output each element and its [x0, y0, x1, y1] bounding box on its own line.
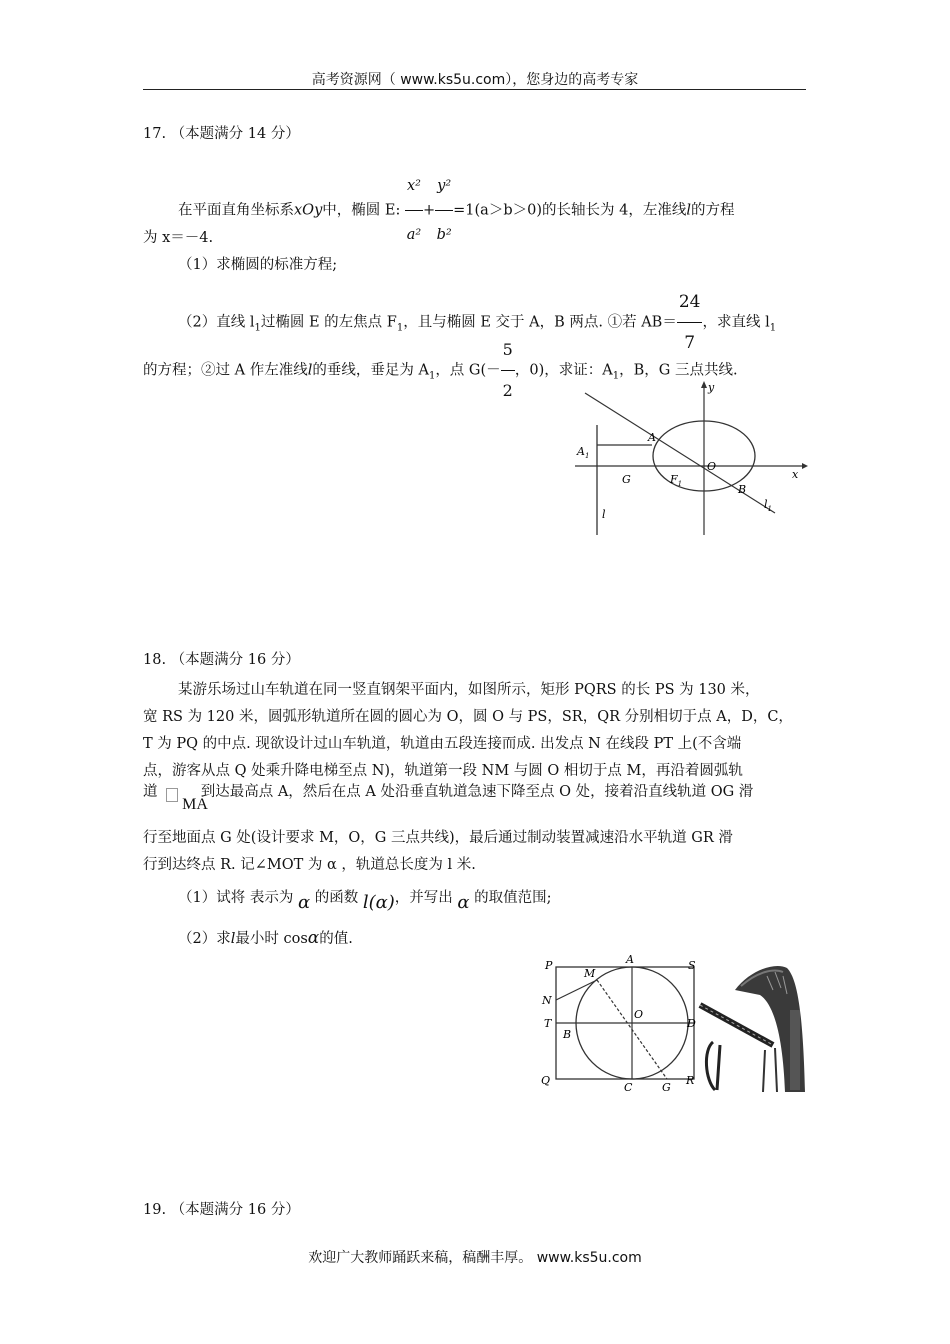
q18-part1: [178, 880, 552, 915]
q18-para-line7: 行到达终点 R. 记∠MOT 为 α ，轨道总长度为 l 米.: [143, 857, 476, 873]
label-p: P: [545, 959, 553, 972]
function-l-alpha: l(α): [362, 892, 395, 913]
x-axis-arrow: [802, 463, 808, 469]
q18-figure: [535, 950, 810, 1095]
q18-part2: （2）求l最小时 cosα的值.: [178, 928, 353, 948]
label-a1: $A_1$: [577, 445, 590, 460]
q18-para-line3: T 为 PQ 的中点. 现欲设计过山车轨道，轨道由五段连接而成. 出发点 N 在线段 PT 上(不含端: [143, 736, 742, 752]
frac-num: x²: [405, 162, 423, 211]
label-x: x: [792, 468, 799, 481]
frac-num: 24: [677, 282, 703, 323]
label-m: M: [584, 967, 596, 980]
frac-den: 2: [502, 381, 513, 400]
q18-number: 18.: [143, 652, 167, 668]
q18-text: 最小时 cos: [235, 931, 308, 947]
page-header: 高考资源网（ www.ks5u.com），您身边的高考专家: [311, 72, 639, 88]
q17-text: 在平面直角坐标系: [178, 202, 294, 219]
q18-score: （本题满分 16 分）: [170, 652, 300, 668]
q17-text: ，B，G 三点共线.: [619, 362, 738, 379]
label-c: C: [624, 1081, 633, 1094]
label-b: B: [563, 1028, 572, 1041]
q17-text: ，点 G(－: [435, 362, 501, 379]
label-s: S: [688, 959, 696, 972]
q18-text: （1）试将: [178, 890, 246, 906]
q17-text: 中，椭圆 E:: [322, 202, 401, 219]
label-y: y: [708, 381, 715, 394]
alpha-symbol: α: [307, 928, 320, 948]
label-q: Q: [541, 1074, 551, 1087]
q19-heading: [143, 1200, 300, 1220]
q18-para-line5: [143, 782, 754, 813]
q17-plus: +: [422, 202, 436, 219]
q17-frac-g: [501, 330, 515, 411]
q17-line2: 为 x＝－4.: [143, 230, 214, 246]
arc-ma-label: MA: [182, 796, 208, 813]
header-rule: [143, 89, 806, 90]
q17-l: l: [686, 202, 691, 219]
frac-num: y²: [435, 162, 453, 211]
q18-text: 到达最高点 A，然后在点 A 处沿垂直轨道急速下降至点 O 处，接着沿直线轨道 OG 滑: [200, 784, 754, 800]
q17-heading: [143, 124, 300, 144]
label-o: O: [707, 460, 717, 473]
q17-score: （本题满分 14 分）: [170, 126, 300, 142]
frac-den: b²: [436, 227, 452, 243]
q17-text: ，且与椭圆 E 交于 A，B 两点. ①若 AB＝: [403, 314, 677, 331]
q17-text: ，0)，求证：A: [514, 362, 613, 379]
q18-text: 表示为: [249, 890, 294, 906]
q19-score: （本题满分 16 分）: [170, 1202, 300, 1218]
label-a: A: [626, 953, 634, 966]
sub: 1: [396, 322, 404, 334]
page-footer: 欢迎广大教师踊跃来稿，稿酬丰厚。 www.ks5u.com: [308, 1250, 642, 1266]
label-t: T: [544, 1017, 552, 1030]
label-d: D: [687, 1017, 696, 1030]
q18-text: 的函数: [314, 890, 359, 906]
arc-symbol-box: [166, 788, 178, 802]
q17-part1: （1）求椭圆的标准方程;: [178, 257, 338, 273]
label-f1: $F_1$: [670, 473, 683, 488]
sub: 1: [612, 370, 620, 382]
q19-number: 19.: [143, 1202, 167, 1218]
q18-text: （2）求: [178, 931, 231, 947]
frac-den: a²: [406, 227, 422, 243]
q18-para-line6: 行至地面点 G 处(设计要求 M，O，G 三点共线)，最后通过制动装置减速沿水平轨道 GR 滑: [143, 830, 733, 846]
label-o: O: [634, 1008, 644, 1021]
sub: 1: [254, 322, 261, 334]
q18-para-line4: 点，游客从点 Q 处乘升降电梯至点 N)，轨道第一段 NM 与圆 O 相切于点 M，再沿着圆弧轨: [143, 763, 743, 779]
q17-text: 的垂线，垂足为 A: [312, 362, 429, 379]
label-r: R: [686, 1074, 695, 1087]
q17-xoy: xOy: [294, 202, 323, 219]
sub: 1: [769, 322, 777, 334]
q17-frac-x: [405, 162, 423, 259]
alpha-symbol: α: [297, 892, 311, 913]
roller-coaster-photo: [700, 966, 805, 1092]
q17-text: (a＞b＞0)的长轴长为 4，左准线: [474, 202, 687, 219]
label-g: G: [622, 473, 631, 486]
label-l1: $l_1$: [764, 498, 772, 513]
q18-text: 的取值范围;: [474, 890, 552, 906]
label-g: G: [662, 1081, 671, 1094]
q18-heading: [143, 650, 300, 670]
q18-text: ，并写出: [394, 890, 453, 906]
q17-eq: =1: [453, 202, 475, 219]
label-l: l: [602, 508, 606, 521]
arc-ma: [162, 782, 208, 813]
alpha-symbol: α: [457, 892, 470, 913]
frac-den: 7: [684, 333, 696, 353]
label-a: A: [648, 431, 656, 444]
q17-text: （2）直线 l: [178, 314, 255, 331]
q18-para-line2: 宽 RS 为 120 米，圆弧形轨道所在圆的圆心为 O，圆 O 与 PS，SR，QR 分别相切于点 A，D，C，: [143, 709, 793, 725]
q18-para-line1: 某游乐场过山车轨道在同一竖直钢架平面内，如图所示，矩形 PQRS 的长 PS 为 130 米，: [178, 682, 760, 698]
label-n: N: [542, 994, 552, 1007]
label-b: B: [738, 483, 747, 496]
q17-text: ，求直线 l: [702, 314, 770, 331]
frac-num: 5: [501, 330, 515, 371]
sub: 1: [428, 370, 436, 382]
q17-line1: [178, 162, 734, 259]
q17-number: 17.: [143, 126, 167, 142]
q17-l: l: [307, 362, 313, 379]
q18-text: 道: [143, 784, 158, 800]
line-nm: [556, 980, 597, 1000]
q17-frac-y: [435, 162, 453, 259]
q17-text: 的方程: [690, 202, 735, 219]
q17-text: 过椭圆 E 的左焦点 F: [260, 314, 397, 331]
q18-text: 的值.: [319, 931, 353, 947]
q17-text: 的方程；②过 A 作左准线: [143, 362, 308, 379]
y-axis-arrow: [701, 381, 707, 388]
line-l1: [585, 393, 775, 513]
q17-figure: [570, 375, 810, 540]
